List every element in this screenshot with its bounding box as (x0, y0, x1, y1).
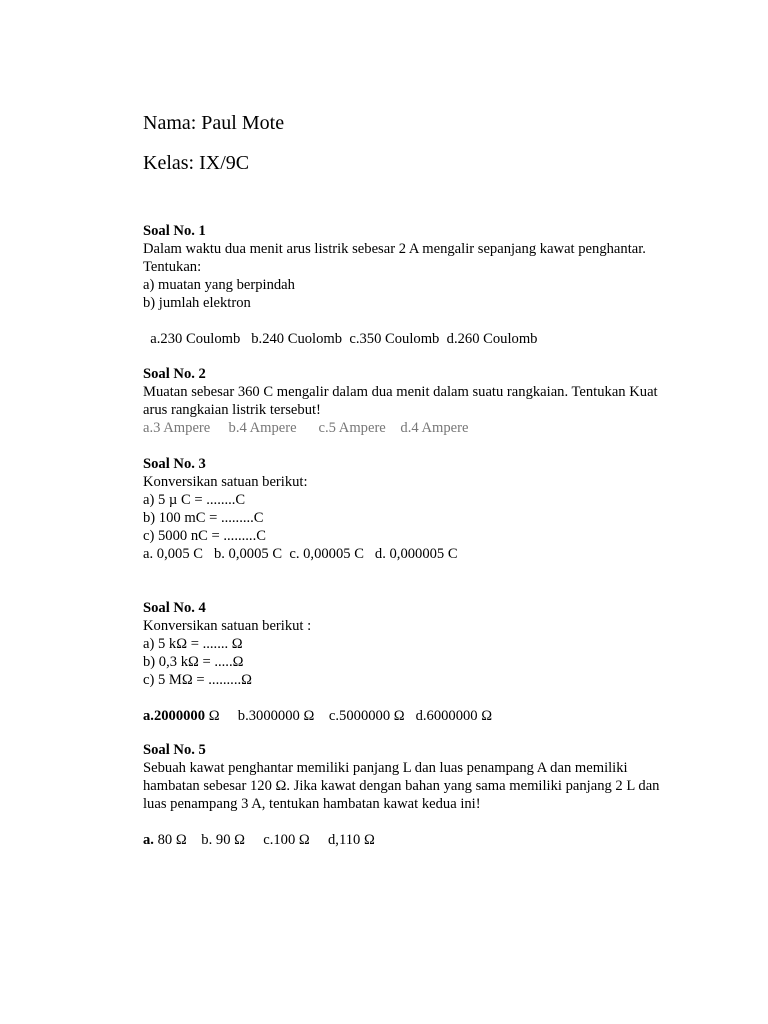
question-title: Soal No. 2 (143, 366, 206, 382)
option-c: c.350 Coulomb (349, 331, 440, 347)
option-b: b. 0,0005 C (213, 546, 283, 562)
option-a: 80 Ω (157, 832, 187, 848)
question-text: Sebuah kawat penghantar memiliki panjang L dan luas penampang A dan memiliki hambatan sebesar 120 Ω. Jika kawat dengan bahan yang sama memiliki panjang 2 L dan luas penampang 3 A, tentukan hambatan kawat kedua ini! (143, 760, 660, 812)
student-name: Nama: Paul Mote (143, 112, 285, 134)
option-b: b.3000000 Ω (237, 708, 315, 724)
option-d: d. 0,000005 C (374, 546, 458, 562)
question-title: Soal No. 3 (143, 456, 206, 472)
option-b: b.4 Ampere (228, 420, 297, 436)
option-a: a.230 Coulomb (150, 331, 241, 347)
answer-options (143, 330, 673, 348)
question-3 (143, 455, 673, 563)
option-a: a.2000000 (143, 708, 206, 724)
question-2 (143, 365, 673, 437)
question-part: c) 5000 nC = .........C (143, 528, 266, 544)
question-4 (143, 599, 673, 725)
answer-options (143, 707, 673, 725)
question-part: a) 5 kΩ = ....... Ω (143, 636, 243, 652)
answer-options (143, 831, 673, 849)
question-5 (143, 741, 673, 849)
question-text: Muatan sebesar 360 C mengalir dalam dua menit dalam suatu rangkaian. Tentukan Kuat arus rangkaian listrik tersebut! (143, 384, 658, 418)
question-text: Konversikan satuan berikut: (143, 474, 308, 490)
option-d: d,110 Ω (328, 832, 375, 848)
question-part: a) muatan yang berpindah (143, 277, 295, 293)
question-title: Soal No. 4 (143, 600, 206, 616)
option-c: c.5000000 Ω (328, 708, 405, 724)
option-b: b. 90 Ω (201, 832, 245, 848)
option-c: c.5 Ampere (318, 420, 386, 436)
option-b: b.240 Cuolomb (251, 331, 343, 347)
option-a-label: a. (143, 832, 154, 848)
student-class: Kelas: IX/9C (143, 152, 250, 174)
question-text: Dalam waktu dua menit arus listrik sebesar 2 A mengalir sepanjang kawat penghantar. Tentukan: (143, 241, 646, 275)
option-a-unit: Ω (208, 708, 220, 724)
answer-options (143, 545, 673, 563)
question-title: Soal No. 5 (143, 742, 206, 758)
option-d: d.4 Ampere (400, 420, 469, 436)
question-part: a) 5 µ C = ........C (143, 492, 246, 508)
option-d: d.6000000 Ω (415, 708, 493, 724)
question-title: Soal No. 1 (143, 223, 206, 239)
option-c: c. 0,00005 C (289, 546, 364, 562)
question-part: b) 100 mC = .........C (143, 510, 264, 526)
question-text: Konversikan satuan berikut : (143, 618, 312, 634)
option-a: a.3 Ampere (143, 420, 211, 436)
question-part: b) jumlah elektron (143, 295, 251, 311)
option-d: d.260 Coulomb (446, 331, 538, 347)
answer-options (143, 419, 673, 437)
question-part: b) 0,3 kΩ = .....Ω (143, 654, 244, 670)
option-a: a. 0,005 C (143, 546, 203, 562)
question-1 (143, 222, 673, 348)
option-c: c.100 Ω (263, 832, 310, 848)
question-part: c) 5 MΩ = .........Ω (143, 672, 252, 688)
